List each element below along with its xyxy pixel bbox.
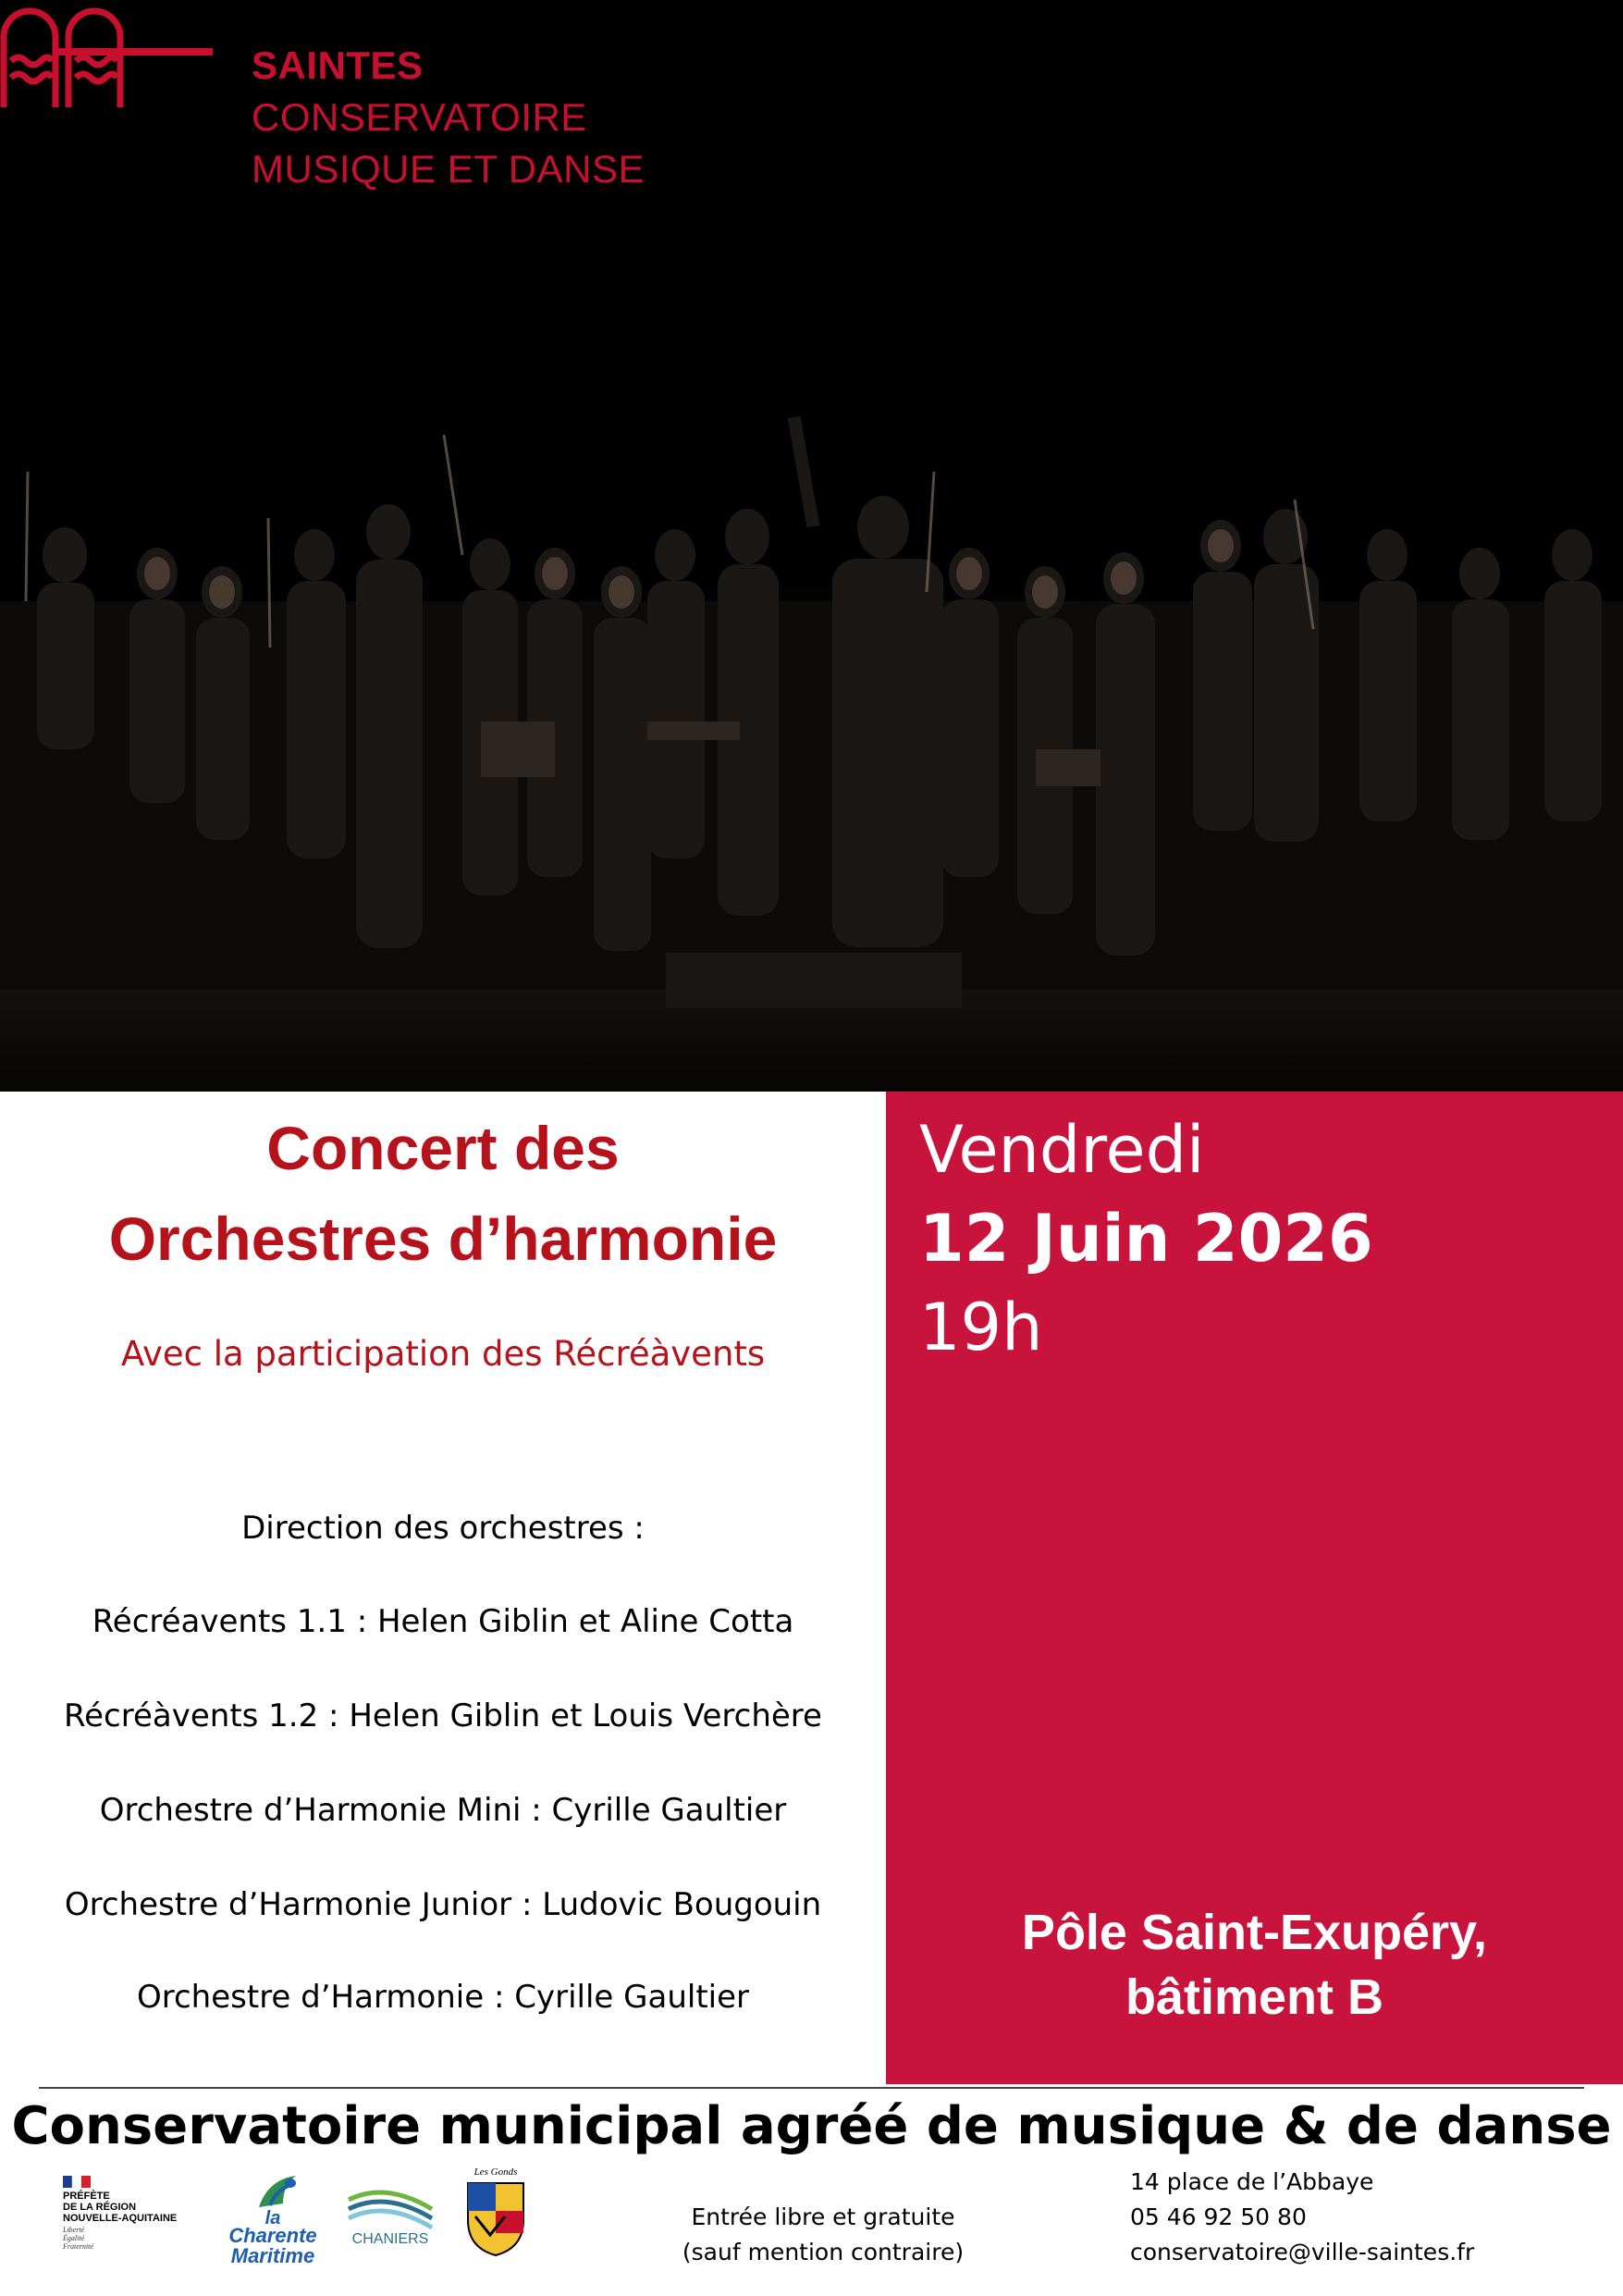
event-day: Vendredi <box>919 1112 1205 1188</box>
event-title-line-1: Concert des <box>266 1114 620 1182</box>
direction-heading: Direction des orchestres : <box>241 1510 645 1547</box>
direction-line: Orchestre d’Harmonie : Cyrille Gaultier <box>137 1979 749 2016</box>
prefet-motto: Fraternité <box>63 2242 93 2251</box>
event-subtitle: Avec la participation des Récréàvents <box>120 1334 766 1374</box>
direction-line: Orchestre d’Harmonie Mini : Cyrille Gaultier <box>99 1792 787 1829</box>
prefet-motto: Égalité <box>63 2234 85 2242</box>
prefet-text: NOUVELLE-AQUITAINE <box>63 2213 178 2224</box>
prefet-text: DE LA RÉGION <box>63 2202 137 2213</box>
entry-info-line-1: Entrée libre et gratuite <box>691 2203 955 2230</box>
les-gonds-logo <box>462 2165 529 2257</box>
chaniers-logo <box>344 2183 436 2257</box>
conservatoire-logo-icon <box>0 0 124 111</box>
event-title-line-2: Orchestres d’harmonie <box>108 1204 778 1273</box>
direction-line: Récréavents 1.1 : Helen Giblin et Aline Cotta <box>92 1603 794 1640</box>
contact-phone: 05 46 92 50 80 <box>1130 2203 1307 2230</box>
charente-text: Maritime <box>230 2244 315 2267</box>
entry-info-line-2: (sauf mention contraire) <box>682 2239 965 2265</box>
contact-email[interactable]: conservatoire@ville-saintes.fr <box>1130 2239 1475 2265</box>
partner-logos <box>55 2165 555 2285</box>
direction-line: Orchestre d’Harmonie Junior : Ludovic Bougouin <box>64 1886 822 1923</box>
contact-address: 14 place de l’Abbaye <box>1130 2168 1374 2195</box>
coat-of-arms-icon <box>462 2179 529 2257</box>
footer-divider <box>39 2087 1584 2089</box>
chaniers-wave-icon <box>344 2183 436 2229</box>
event-venue-line-1: Pôle Saint-Exupéry, <box>1021 1905 1488 1960</box>
charente-text: la <box>264 2208 281 2228</box>
event-info-panel <box>886 1092 1623 2084</box>
brand-subtitle-2: MUSIQUE ET DANSE <box>252 147 645 191</box>
footer-title: Conservatoire municipal agréé de musique & de danse <box>11 2096 1612 2156</box>
bird-icon <box>222 2172 324 2209</box>
gonds-text: Les Gonds <box>473 2166 518 2178</box>
french-flag-icon <box>63 2176 91 2188</box>
prefet-text: PRÉFÈTE <box>63 2191 110 2202</box>
event-time: 19h <box>919 1290 1043 1365</box>
chaniers-text: CHANIERS <box>351 2231 429 2247</box>
direction-line: Récréàvents 1.2 : Helen Giblin et Louis Verchère <box>64 1697 822 1734</box>
brand-name: SAINTES <box>252 43 424 87</box>
event-venue-line-2: bâtiment B <box>1125 1969 1384 2025</box>
event-date: 12 Juin 2026 <box>919 1201 1373 1277</box>
orchestra-photo-illustration <box>0 0 1623 1092</box>
hero-photo <box>0 0 1623 1092</box>
charente-maritime-logo <box>222 2172 324 2265</box>
brand-subtitle-1: CONSERVATOIRE <box>252 95 587 139</box>
charente-text: Charente <box>228 2224 317 2247</box>
prefet-motto: Liberté <box>63 2226 85 2234</box>
